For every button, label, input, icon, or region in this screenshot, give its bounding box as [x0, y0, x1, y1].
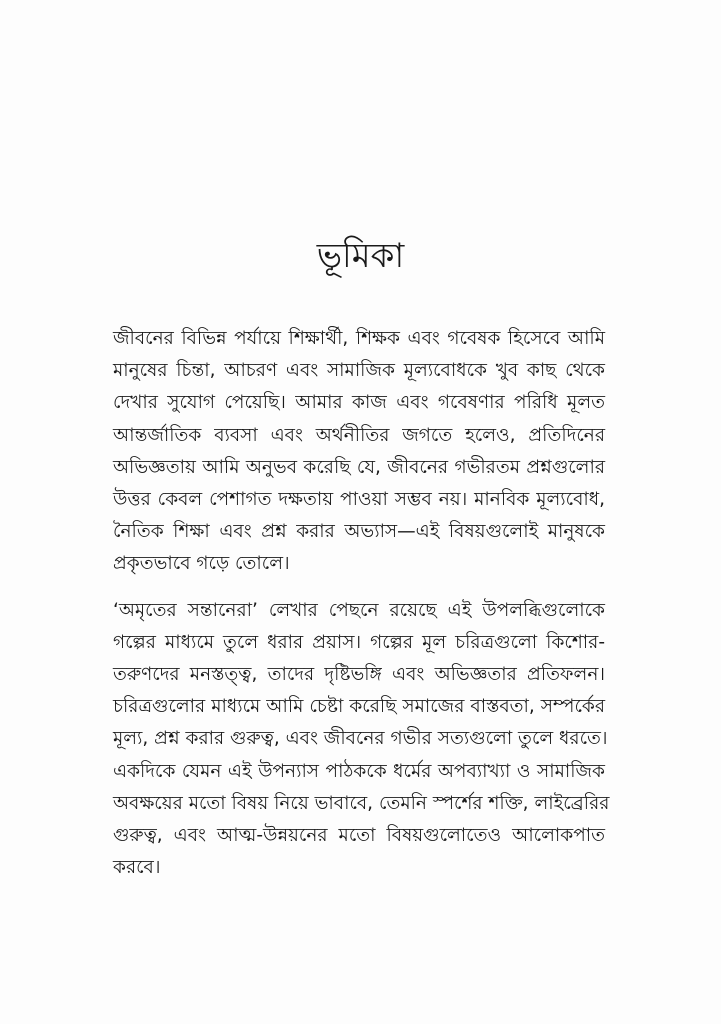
text-line: দেখার সুযোগ পেয়েছি। আমার কাজ এবং গবেষণার পরিধি মূলত	[113, 392, 605, 414]
text-line: গল্পের মাধ্যমে তুলে ধরার প্রয়াস। গল্পের মূল চরিত্রগুলো কিশোর-	[113, 631, 605, 653]
text-line: চরিত্রগুলোর মাধ্যমে আমি চেষ্টা করেছি সমাজের বাস্তবতা, সম্পর্কের	[113, 696, 605, 718]
text-line: অবক্ষয়ের মতো বিষয় নিয়ে ভাবাবে, তেমনি স্পর্শের শক্তি, লাইব্রেরির	[113, 792, 610, 814]
text-line: প্রকৃতভাবে গড়ে তোলে।	[113, 553, 290, 575]
text-line: ‘অমৃতের সন্তানেরা’ লেখার পেছনে রয়েছে এই উপলব্ধিগুলোকে	[113, 599, 605, 621]
paragraph-1	[113, 323, 605, 581]
text-line: নৈতিক শিক্ষা এবং প্রশ্ন করার অভ্যাস—এই বিষয়গুলোই মানুষকে	[113, 521, 605, 543]
paragraph-2	[113, 595, 610, 885]
text-line: আন্তর্জাতিক ব্যবসা এবং অর্থনীতির জগতে হলেও, প্রতিদিনের	[113, 424, 605, 446]
page-title: ভূমিকা	[316, 236, 405, 276]
text-line: জীবনের বিভিন্ন পর্যায়ে শিক্ষার্থী, শিক্ষক এবং গবেষক হিসেবে আমি	[113, 328, 605, 349]
text-line: মূল্য, প্রশ্ন করার গুরুত্ব, এবং জীবনের গভীর সত্যগুলো তুলে ধরতে।	[113, 728, 608, 750]
text-line: উত্তর কেবল পেশাগত দক্ষতায় পাওয়া সম্ভব নয়। মানবিক মূল্যবোধ,	[113, 489, 605, 511]
text-line: অভিজ্ঞতায় আমি অনুভব করেছি যে, জীবনের গভীরতম প্রশ্নগুলোর	[113, 456, 605, 478]
text-line: মানুষের চিন্তা, আচরণ এবং সামাজিক মূল্যবোধকে খুব কাছ থেকে	[113, 360, 605, 382]
preface-body	[113, 323, 610, 898]
text-line: তরুণদের মনস্তত্ত্ব, তাদের দৃষ্টিভঙ্গি এবং অভিজ্ঞতার প্রতিফলন।	[113, 664, 605, 686]
text-line: একদিকে যেমন এই উপন্যাস পাঠককে ধর্মের অপব্যাখ্যা ও সামাজিক	[113, 760, 605, 782]
text-line: গুরুত্ব, এবং আত্ম-উন্নয়নের মতো বিষয়গুলোতেও আলোকপাত	[113, 825, 605, 847]
text-line: করবে।	[113, 857, 161, 879]
